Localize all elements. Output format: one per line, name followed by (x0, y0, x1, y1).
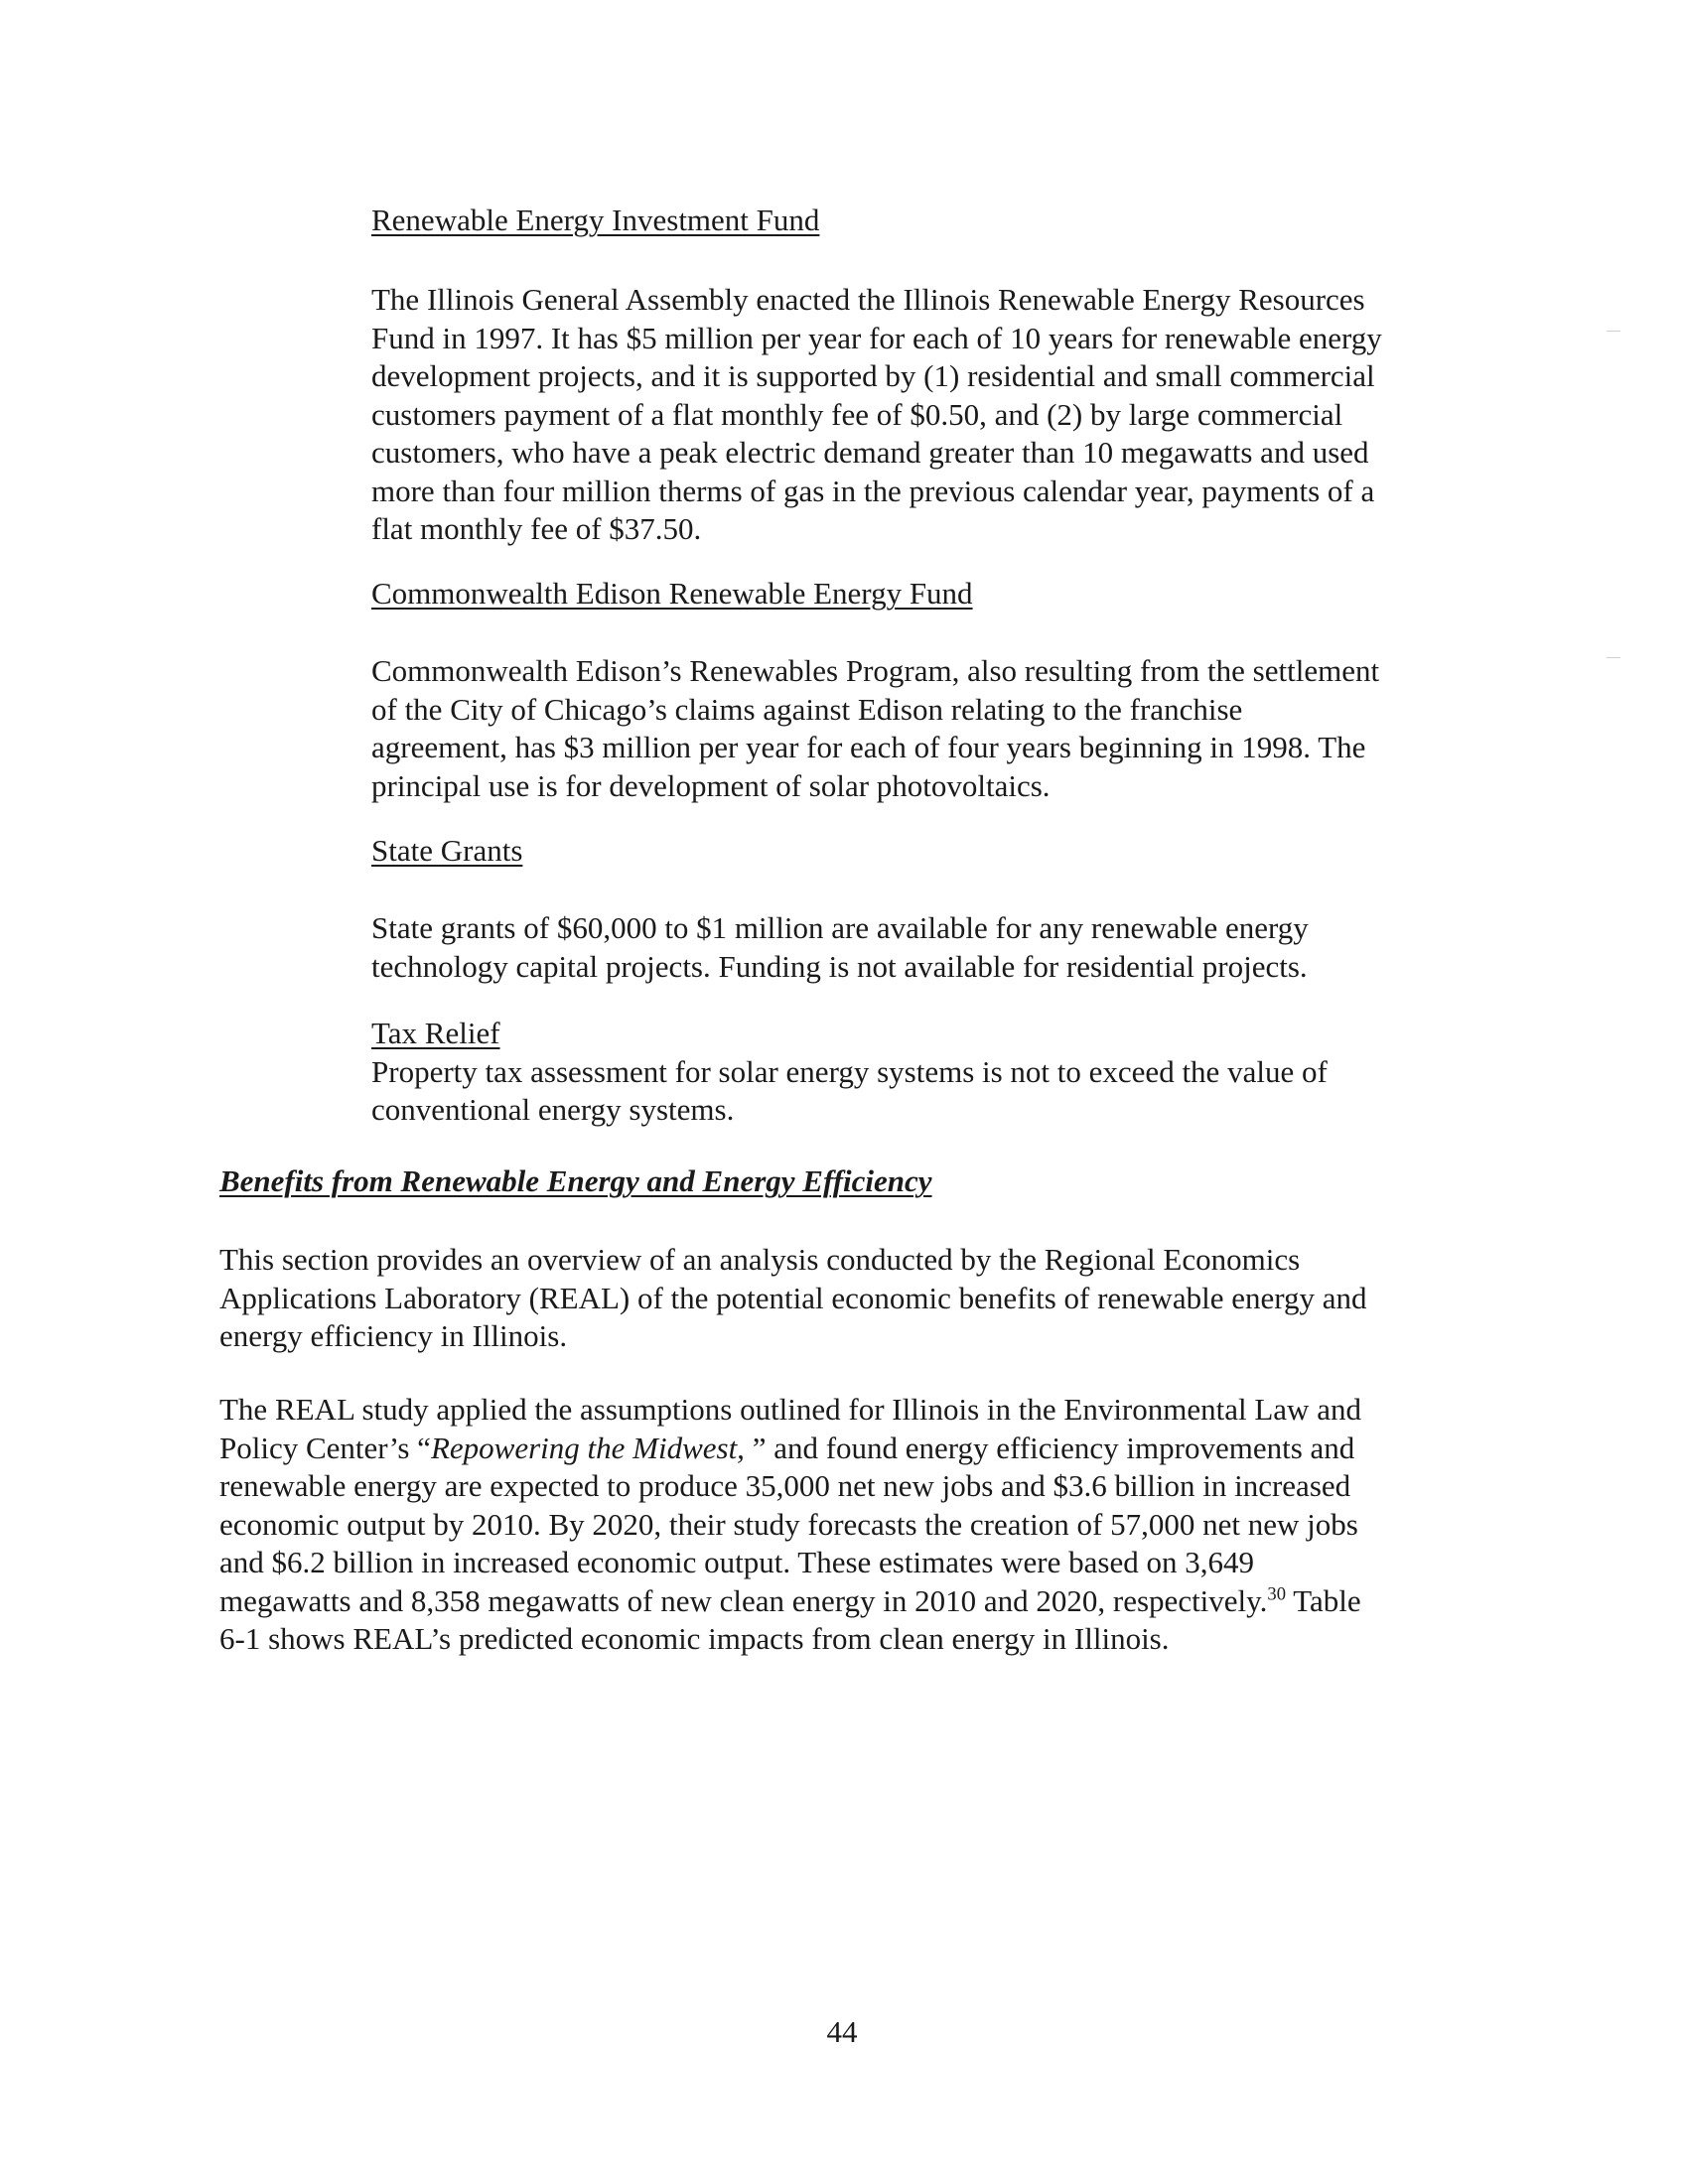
investment-fund-body (371, 281, 1384, 549)
paragraph: Commonwealth Edison’s Renewables Program, also resulting from the settlement of the City of Chicago’s claims against Edison relating to the franchise agreement, has $3 million per year for each of four years beginning in 1998. The principal use is for development of solar photovoltaics. (371, 653, 1380, 803)
section-heading: Commonwealth Edison Renewable Energy Fund (371, 576, 973, 611)
scan-mark (1607, 657, 1620, 658)
footnote-reference[interactable]: 30 (1267, 1583, 1287, 1605)
paragraph: State grants of $60,000 to $1 million are available for any renewable energy technology capital projects. Funding is not available for residential projects. (371, 910, 1309, 984)
comed-fund-section (371, 575, 1384, 614)
section-heading: Tax Relief (371, 1016, 500, 1050)
text-run: ” and found energy efficiency improvements and renewable energy are expected to produce 35,000 net new jobs and $3.6 billion in increased economic output by 2010. By 2020, their study forecasts the creation of 57,000 net new jobs and $6.2 billion in increased economic output. These estimates were based on 3,649 megawatts and 8,358 megawatts of new clean energy in 2010 and 2020, respectively. (219, 1430, 1358, 1618)
benefits-section (219, 1162, 1386, 1201)
text-run: Table 6-1 shows REAL’s predicted economic impacts from clean energy in Illinois. (219, 1582, 1361, 1656)
state-grants-section (371, 832, 1384, 871)
paragraph: This section provides an overview of an analysis conducted by the Regional Economics Applications Laboratory (REAL) of the potential economic benefits of renewable energy and energy efficiency in Illinois. (219, 1242, 1367, 1353)
text-run: The REAL study applied the assumptions outlined for Illinois in the Environmental Law and Policy Center’s “ (219, 1392, 1361, 1465)
section-heading: Renewable Energy Investment Fund (371, 203, 820, 237)
tax-relief-section (371, 1015, 1384, 1130)
benefits-paragraph-2 (219, 1391, 1386, 1659)
investment-fund-section (371, 202, 1384, 240)
page-number: 44 (826, 2014, 858, 2049)
publication-title: Repowering the Midwest, (430, 1430, 753, 1465)
scan-mark (1607, 331, 1620, 332)
comed-fund-body (371, 652, 1384, 805)
benefits-paragraph-1 (219, 1241, 1386, 1356)
section-heading: State Grants (371, 833, 523, 868)
paragraph: Property tax assessment for solar energy systems is not to exceed the value of conventional energy systems. (371, 1053, 1328, 1127)
state-grants-body (371, 909, 1384, 986)
section-heading: Benefits from Renewable Energy and Energy Efficiency (219, 1163, 932, 1198)
paragraph: The Illinois General Assembly enacted the Illinois Renewable Energy Resources Fund in 1997. It has $5 million per year for each of 10 years for renewable energy development projects, and it is supported by (1) residential and small commercial customers payment of a flat monthly fee of $0.50, and (2) by large commercial customers, who have a peak electric demand greater than 10 megawatts and used more than four million therms of gas in the previous calendar year, payments of a flat monthly fee of $37.50. (371, 282, 1382, 546)
paragraph (219, 1391, 1386, 1659)
